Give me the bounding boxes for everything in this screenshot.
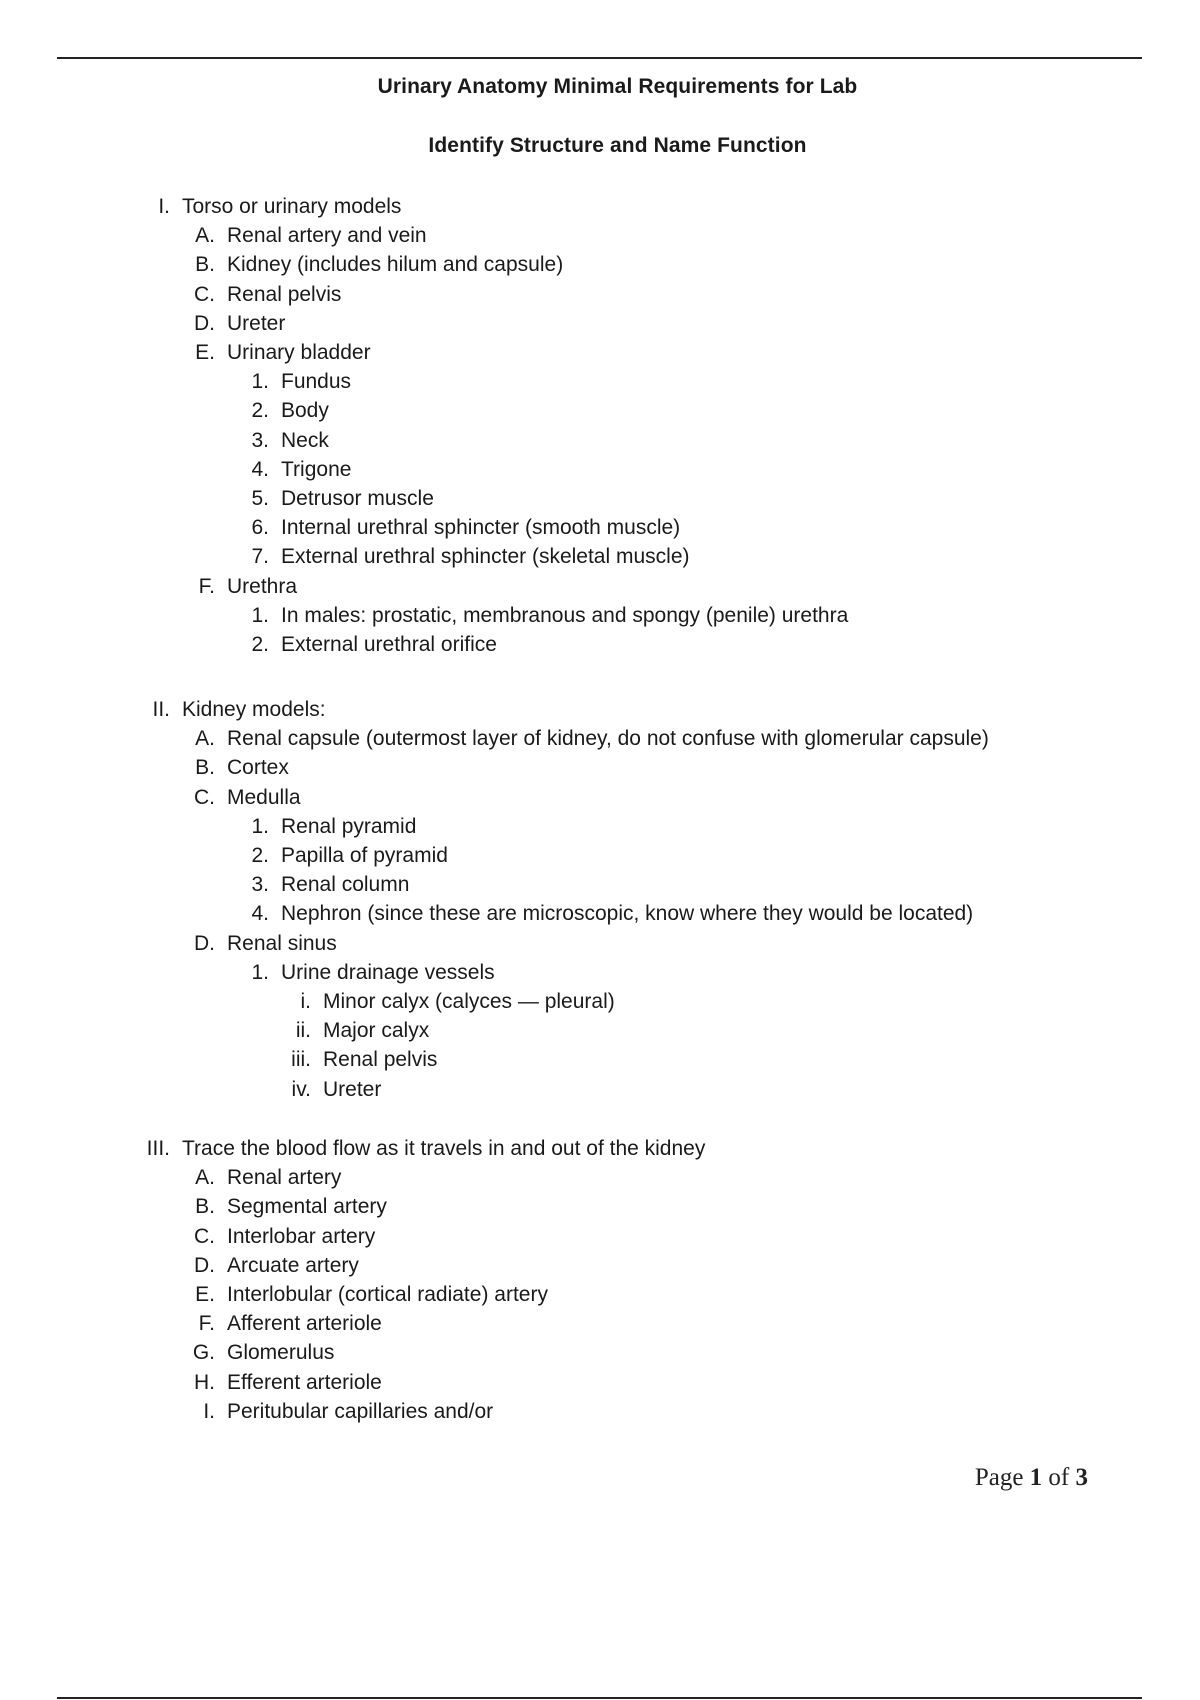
list-item-text: Kidney models: [182, 698, 326, 721]
list-marker: D. [194, 1253, 215, 1277]
list-marker: H. [194, 1370, 215, 1394]
list-item-text: Torso or urinary models [182, 195, 402, 218]
list-item-text: Internal urethral sphincter (smooth muscle) [281, 516, 681, 540]
list-marker: 2. [251, 633, 269, 656]
list-item-text: Urethra [227, 574, 298, 598]
list-item-text: Trigone [281, 457, 352, 481]
list-marker: iv. [291, 1077, 311, 1101]
page-title: Urinary Anatomy Minimal Requirements for Lab [377, 75, 858, 98]
sub-list-item [251, 843, 448, 869]
list-item-text: Neck [281, 428, 329, 452]
sub-sub-list-item [291, 1077, 382, 1103]
page-subtitle: Identify Structure and Name Function [428, 134, 807, 157]
list-item [194, 1253, 359, 1279]
list-item-text: Efferent arteriole [227, 1370, 382, 1394]
list-item [195, 252, 564, 278]
list-item-text: Renal pelvis [227, 282, 342, 306]
list-item-text: External urethral orifice [281, 633, 497, 656]
list-item [195, 726, 989, 752]
sub-list-item [251, 901, 974, 927]
list-marker: 6. [251, 516, 269, 540]
list-item-text: Ureter [227, 311, 286, 335]
list-marker: I. [203, 1399, 215, 1423]
list-item-text: Urinary bladder [227, 341, 371, 364]
list-item-text: Minor calyx (calyces — pleural) [323, 990, 615, 1013]
list-item [198, 1311, 382, 1337]
list-marker: B. [195, 756, 215, 780]
list-item [194, 1224, 376, 1250]
list-marker: 4. [251, 457, 269, 481]
list-marker: B. [195, 1195, 215, 1219]
list-item [198, 574, 298, 600]
list-marker: A. [195, 1166, 215, 1190]
list-item-text: Renal pyramid [281, 814, 417, 838]
sub-sub-list-item [291, 1047, 438, 1073]
sub-list-item [251, 398, 329, 424]
list-item-text: Segmental artery [227, 1195, 387, 1219]
list-marker: D. [194, 311, 215, 335]
sub-list-item [251, 457, 352, 483]
list-item-text: Detrusor muscle [281, 487, 434, 510]
list-marker: 3. [251, 428, 269, 452]
list-marker: 5. [251, 487, 269, 510]
list-item-text: External urethral sphincter (skeletal muscle) [281, 545, 690, 569]
list-item-text: Glomerulus [227, 1341, 335, 1365]
list-item-text: Afferent arteriole [227, 1312, 382, 1336]
list-item-text: In males: prostatic, membranous and spongy (penile) urethra [281, 603, 849, 627]
list-marker: 2. [251, 399, 269, 423]
list-marker: E. [195, 1283, 215, 1306]
sub-list-item [251, 428, 329, 454]
list-item [203, 1399, 494, 1425]
list-item-text: Trace the blood flow as it travels in and out of the kidney [182, 1137, 706, 1160]
sub-list-item [251, 486, 434, 512]
list-marker: III. [146, 1137, 170, 1160]
list-item [195, 340, 371, 366]
list-marker: 1. [251, 603, 269, 627]
list-marker: F. [198, 574, 215, 598]
sub-list-item [251, 369, 352, 395]
list-item-text: Papilla of pyramid [281, 844, 448, 867]
list-marker: i. [300, 990, 311, 1013]
list-item-text: Ureter [323, 1077, 382, 1101]
list-item-text: Nephron (since these are microscopic, know where they would be located) [281, 902, 974, 926]
list-item-text: Medulla [227, 785, 301, 809]
list-item [194, 1370, 382, 1396]
list-marker: A. [195, 727, 215, 751]
list-item-text: Renal capsule (outermost layer of kidney, do not confuse with glomerular capsule) [227, 727, 989, 751]
sub-list-item [251, 515, 681, 541]
page-total: 3 [1075, 1464, 1088, 1491]
list-item-text: Renal pelvis [323, 1048, 438, 1072]
page-word: Page [974, 1464, 1024, 1491]
sub-list-item [251, 544, 690, 570]
sub-sub-list-item [295, 1018, 430, 1044]
sub-list-item [251, 632, 497, 658]
bottom-rule [57, 1697, 1142, 1699]
list-marker: iii. [291, 1048, 311, 1072]
list-item-text: Body [281, 399, 329, 423]
list-marker: 1. [251, 370, 269, 394]
list-item-text: Renal column [281, 873, 410, 897]
list-marker: E. [195, 341, 215, 364]
list-item-text: Major calyx [323, 1019, 430, 1043]
list-item [195, 755, 289, 781]
list-item-text: Urine drainage vessels [281, 960, 495, 984]
list-item [194, 282, 342, 308]
list-item-text: Fundus [281, 370, 352, 394]
list-item [194, 785, 301, 811]
list-marker: G. [192, 1341, 215, 1365]
list-item-text: Kidney (includes hilum and capsule) [227, 253, 564, 277]
list-item-text: Cortex [227, 756, 289, 780]
list-item-text: Renal artery and vein [227, 224, 427, 248]
section-heading [146, 1136, 706, 1162]
list-marker: 3. [251, 873, 269, 897]
list-item-text: Interlobular (cortical radiate) artery [227, 1283, 548, 1306]
list-item [195, 223, 427, 249]
list-marker: D. [194, 931, 215, 955]
sub-list-item [251, 603, 849, 629]
list-item [194, 311, 286, 337]
sub-list-item [251, 872, 410, 898]
list-item [195, 1282, 548, 1308]
list-item [195, 1165, 342, 1191]
section-heading [158, 194, 402, 220]
list-item [192, 1340, 335, 1366]
list-item-text: Arcuate artery [227, 1253, 359, 1277]
list-marker: A. [195, 224, 215, 248]
list-marker: 1. [251, 960, 269, 984]
list-item-text: Renal artery [227, 1166, 342, 1190]
list-marker: C. [194, 785, 215, 809]
list-marker: II. [152, 698, 170, 721]
list-marker: C. [194, 282, 215, 306]
list-marker: 4. [251, 902, 269, 926]
page-current: 1 [1029, 1464, 1043, 1491]
page-number [975, 1464, 1088, 1492]
list-item [195, 1194, 387, 1220]
list-item-text: Peritubular capillaries and/or [227, 1399, 494, 1423]
list-item [194, 931, 337, 957]
list-marker: F. [198, 1312, 215, 1336]
list-marker: 7. [251, 545, 269, 569]
list-marker: 2. [251, 844, 269, 867]
list-marker: C. [194, 1224, 215, 1248]
sub-list-item [251, 814, 417, 840]
list-marker: 1. [251, 814, 269, 838]
section-heading [152, 697, 326, 723]
page-of: of [1048, 1464, 1070, 1491]
list-item-text: Interlobar artery [227, 1224, 376, 1248]
list-marker: I. [158, 195, 170, 218]
sub-list-item [251, 960, 495, 986]
list-marker: ii. [295, 1019, 311, 1043]
sub-sub-list-item [300, 989, 615, 1015]
list-item-text: Renal sinus [227, 931, 337, 955]
list-marker: B. [195, 253, 215, 277]
